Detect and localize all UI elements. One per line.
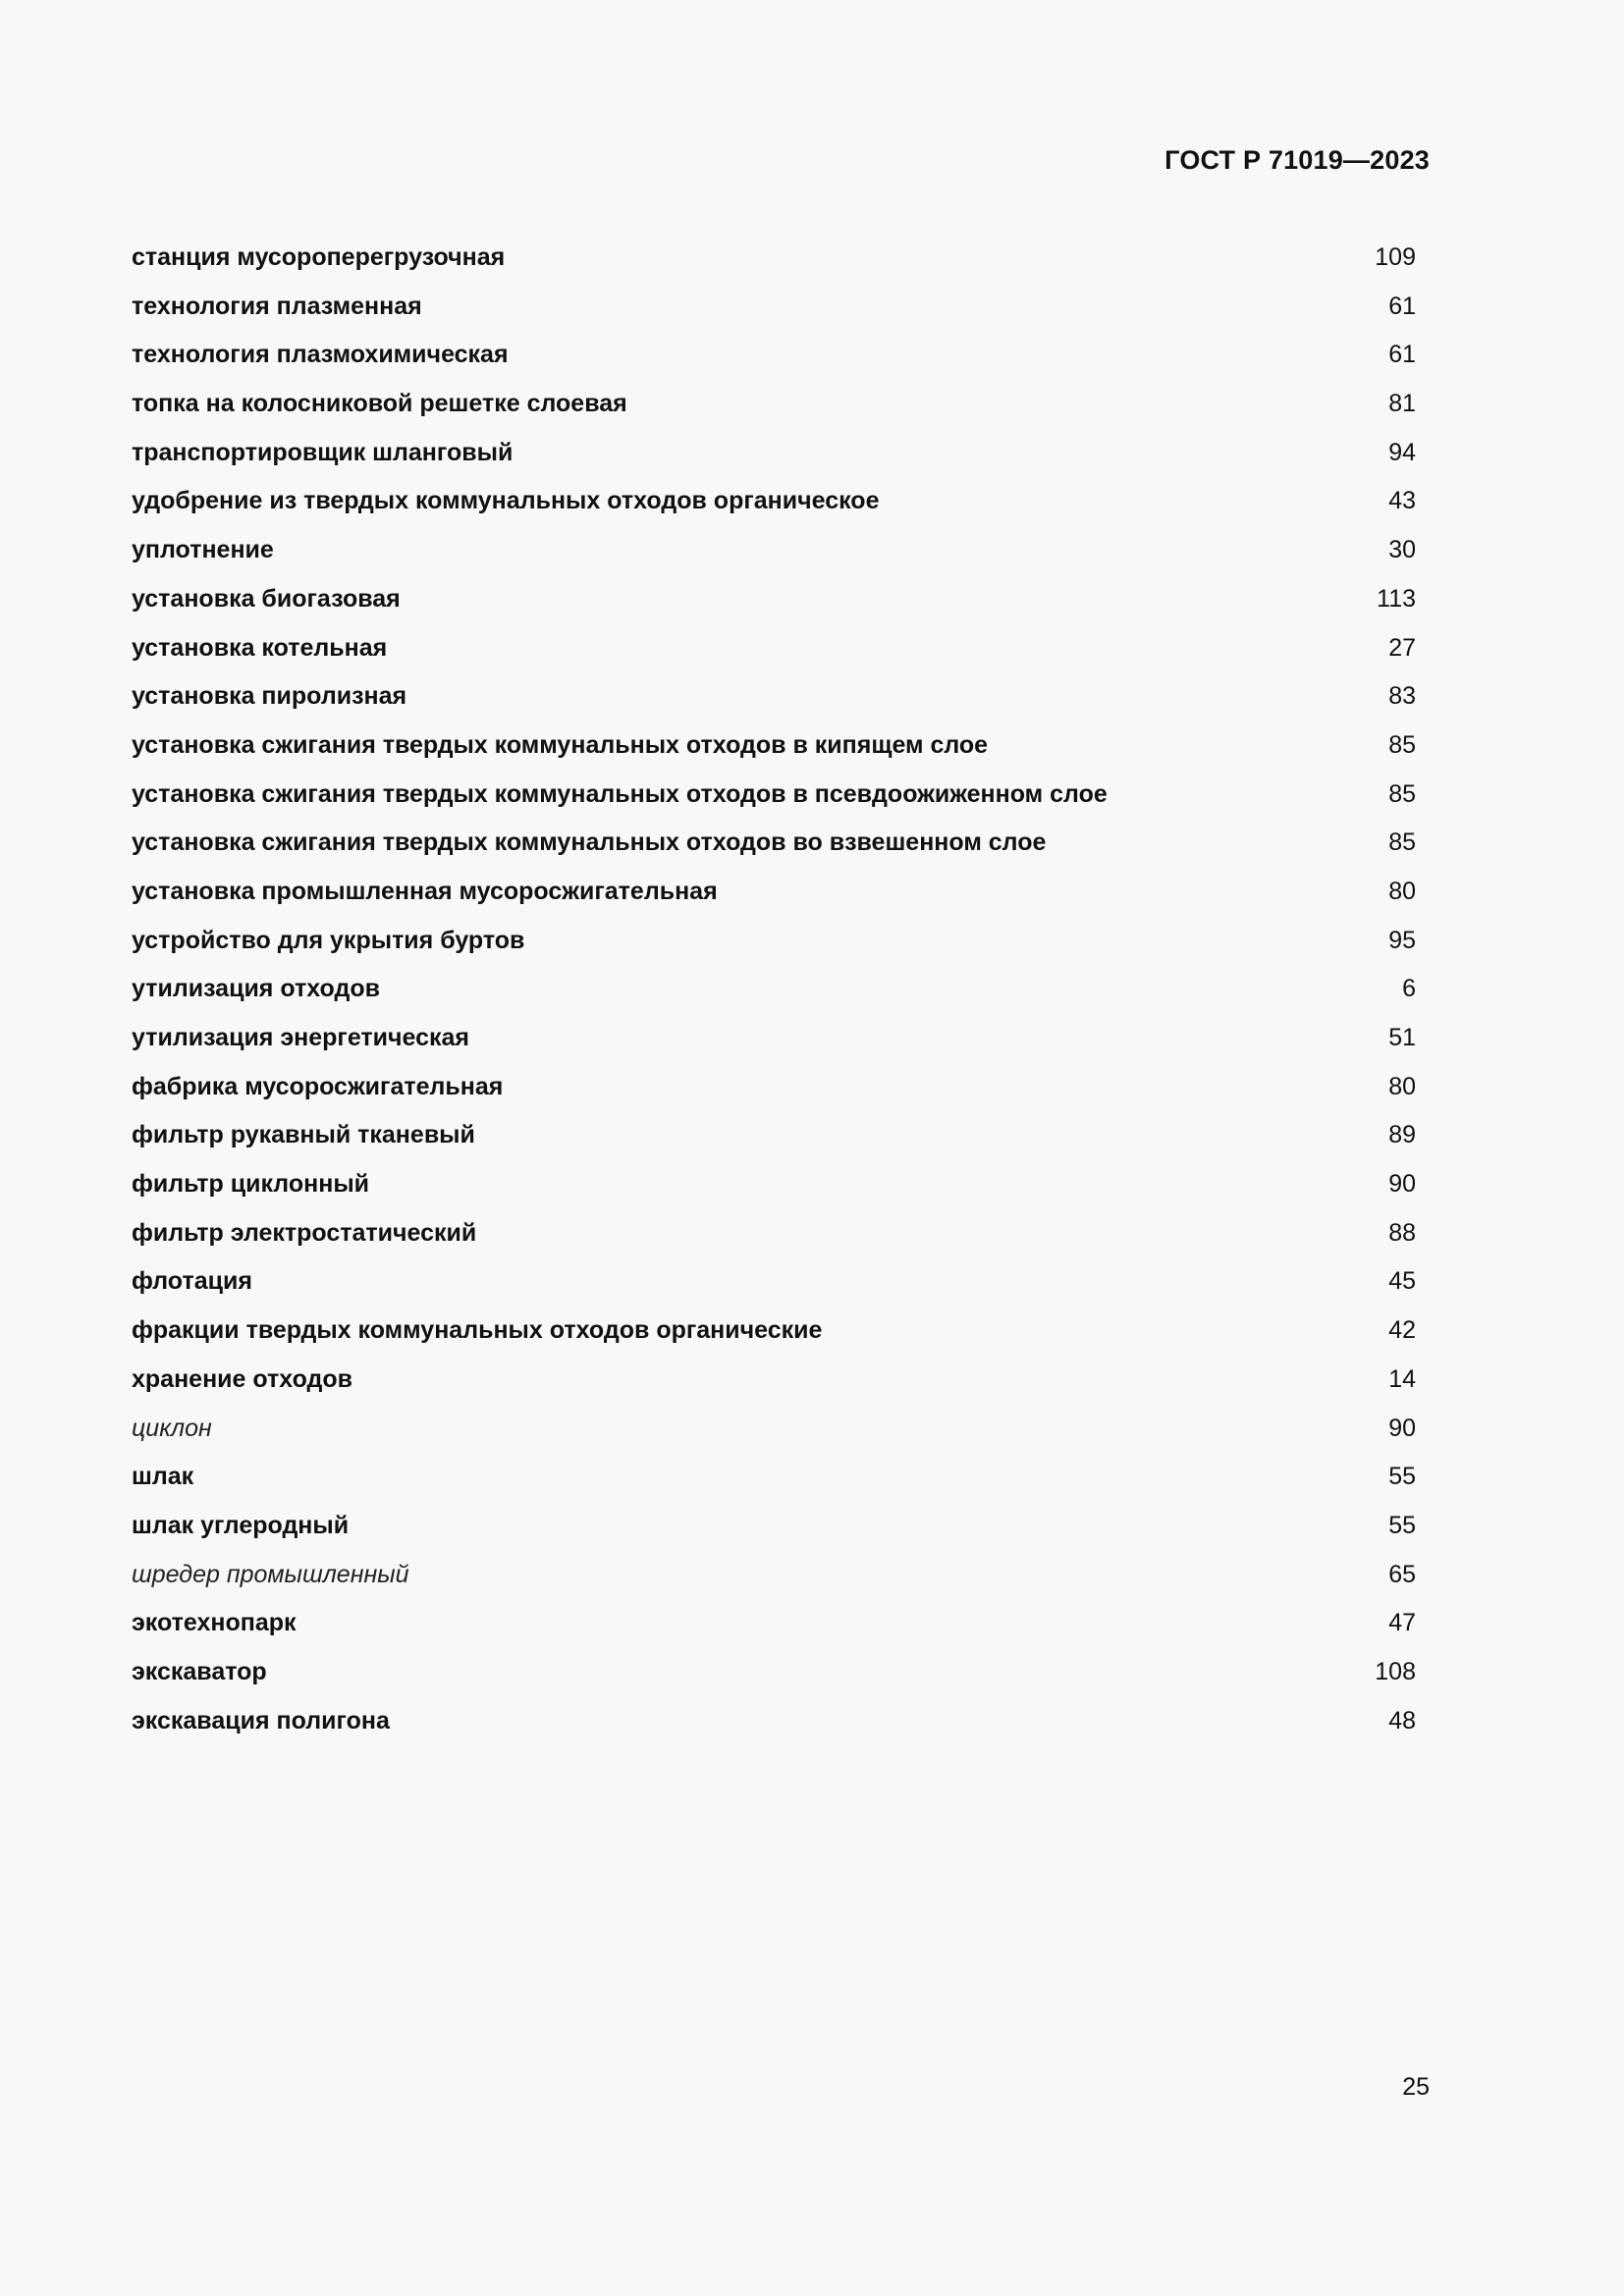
index-entry <box>132 1257 1416 1307</box>
index-page-ref: 65 <box>1388 1560 1416 1588</box>
index-page-ref: 88 <box>1388 1218 1416 1247</box>
index-term: топка на колосниковой решетке слоевая <box>132 390 627 418</box>
index-term: циклон <box>132 1414 212 1442</box>
index-page-ref: 85 <box>1388 828 1416 857</box>
index-term: фильтр электростатический <box>132 1218 477 1247</box>
index-entry <box>132 1356 1416 1405</box>
index-entry <box>132 477 1416 526</box>
index-term: экскаватор <box>132 1657 267 1685</box>
index-page-ref: 113 <box>1377 584 1416 613</box>
index-page-ref: 85 <box>1388 779 1416 808</box>
index-term: фильтр рукавный тканевый <box>132 1121 475 1149</box>
index-page-ref: 6 <box>1402 975 1416 1003</box>
index-entry <box>132 1697 1416 1746</box>
index-entry <box>132 1160 1416 1209</box>
index-term: уплотнение <box>132 536 274 564</box>
index-term: флотация <box>132 1267 252 1296</box>
index-page-ref: 94 <box>1388 438 1416 466</box>
index-page-ref: 27 <box>1388 633 1416 662</box>
index-page-ref: 61 <box>1388 292 1416 320</box>
index-term: экскавация полигона <box>132 1706 390 1735</box>
index-entry <box>132 1063 1416 1112</box>
index-entry <box>132 526 1416 575</box>
index-page-ref: 95 <box>1388 926 1416 954</box>
page-number: 25 <box>1402 2073 1430 2101</box>
index-entry <box>132 1648 1416 1697</box>
index-term: установка сжигания твердых коммунальных отходов в кипящем слое <box>132 730 989 759</box>
index-page-ref: 81 <box>1388 390 1416 418</box>
index-page-ref: 61 <box>1388 341 1416 369</box>
index-term: установка биогазовая <box>132 584 401 613</box>
index-entry <box>132 429 1416 478</box>
index-term: фильтр циклонный <box>132 1170 370 1199</box>
index-entry <box>132 331 1416 380</box>
index-term: экотехнопарк <box>132 1609 297 1637</box>
index-term: установка пиролизная <box>132 682 407 711</box>
index-entry <box>132 1209 1416 1258</box>
index-page-ref: 55 <box>1388 1511 1416 1539</box>
index-entry <box>132 283 1416 332</box>
index-page-ref: 90 <box>1388 1414 1416 1442</box>
index-entry <box>132 1111 1416 1160</box>
index-term: фракции твердых коммунальных отходов органические <box>132 1316 823 1345</box>
index-term: установка сжигания твердых коммунальных отходов в псевдоожиженном слое <box>132 779 1108 808</box>
index-entry <box>132 1453 1416 1502</box>
index-page-ref: 14 <box>1388 1364 1416 1393</box>
index-entry <box>132 624 1416 673</box>
index-term: удобрение из твердых коммунальных отходов органическое <box>132 487 880 515</box>
index-term: утилизация энергетическая <box>132 1024 470 1051</box>
index-term: установка сжигания твердых коммунальных отходов во взвешенном слое <box>132 828 1047 857</box>
index-entry <box>132 1014 1416 1063</box>
index-term: технология плазменная <box>132 292 422 320</box>
index-entry <box>132 721 1416 771</box>
index-page-ref: 80 <box>1388 877 1416 905</box>
index-entry <box>132 1502 1416 1551</box>
index-entry <box>132 575 1416 624</box>
index-term: шредер промышленный <box>132 1560 409 1588</box>
index-term: шлак углеродный <box>132 1511 350 1539</box>
index-entry <box>132 1599 1416 1648</box>
index-entry <box>132 917 1416 966</box>
index-term: установка котельная <box>132 633 388 662</box>
index-term: установка промышленная мусоросжигательная <box>132 877 718 905</box>
index-page-ref: 48 <box>1388 1706 1416 1735</box>
index-page-ref: 90 <box>1388 1170 1416 1199</box>
index-entry <box>132 771 1416 820</box>
index-term: утилизация отходов <box>132 975 380 1003</box>
index-entry <box>132 672 1416 721</box>
index-page-ref: 51 <box>1388 1024 1416 1051</box>
index-page-ref: 30 <box>1388 536 1416 564</box>
index-page-ref: 42 <box>1388 1316 1416 1345</box>
index-page-ref: 83 <box>1388 682 1416 711</box>
index-term: технология плазмохимическая <box>132 341 509 369</box>
index-entry <box>132 380 1416 429</box>
index-page-ref: 43 <box>1388 487 1416 515</box>
index-entry <box>132 1405 1416 1454</box>
index-entry <box>132 1551 1416 1600</box>
index-entry <box>132 234 1416 283</box>
index-entry <box>132 965 1416 1014</box>
alphabetical-index <box>132 234 1416 1745</box>
index-term: хранение отходов <box>132 1364 353 1393</box>
index-entry <box>132 868 1416 917</box>
index-term: устройство для укрытия буртов <box>132 926 525 954</box>
index-page-ref: 45 <box>1388 1267 1416 1296</box>
index-page-ref: 80 <box>1388 1072 1416 1100</box>
index-page-ref: 108 <box>1375 1657 1416 1685</box>
index-term: фабрика мусоросжигательная <box>132 1072 504 1100</box>
index-entry <box>132 819 1416 868</box>
index-entry <box>132 1307 1416 1356</box>
index-term: шлак <box>132 1463 194 1491</box>
document-header: ГОСТ Р 71019—2023 <box>1164 145 1430 175</box>
index-page-ref: 55 <box>1388 1463 1416 1491</box>
index-page-ref: 89 <box>1388 1121 1416 1149</box>
index-page-ref: 85 <box>1388 730 1416 759</box>
index-page-ref: 47 <box>1388 1609 1416 1637</box>
index-page-ref: 109 <box>1375 243 1416 271</box>
index-term: транспортировщик шланговый <box>132 438 514 466</box>
index-term: станция мусороперегрузочная <box>132 243 506 271</box>
